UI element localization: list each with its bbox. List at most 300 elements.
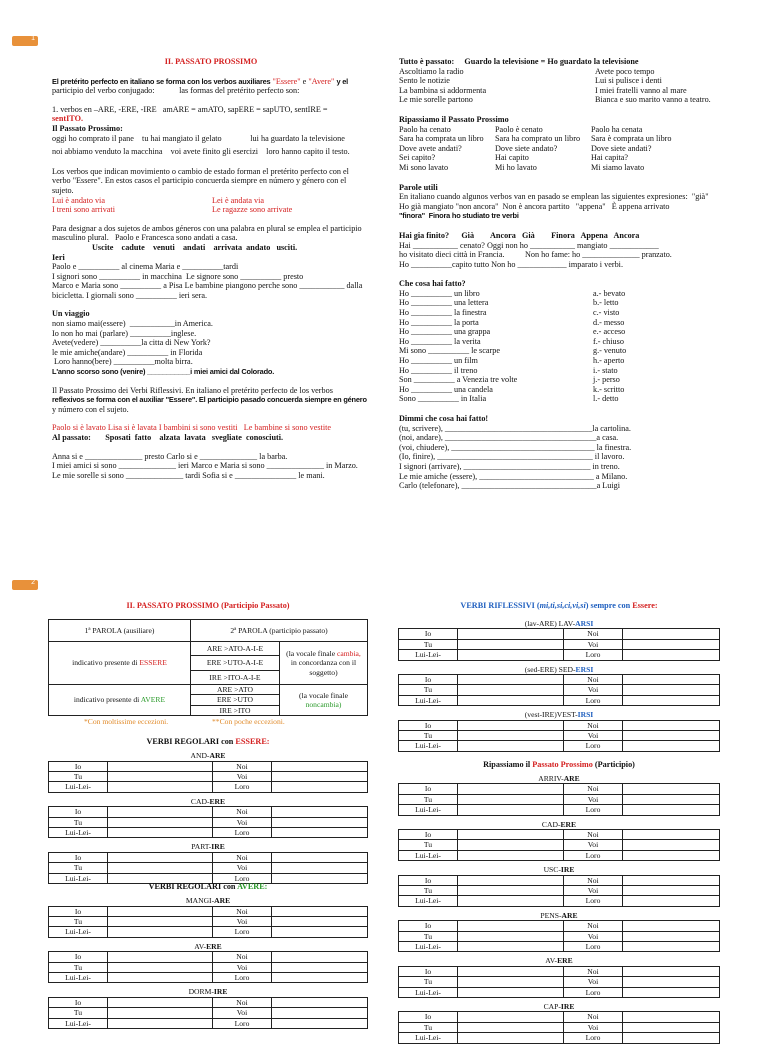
parole-heading: Parole utili <box>399 182 438 192</box>
match-option: k.- scritto <box>593 384 625 394</box>
match-sentence: Mi sono __________ le scarpe <box>399 346 500 356</box>
conjugation-block <box>48 942 368 984</box>
answer-cell[interactable] <box>623 977 720 987</box>
pronoun-singular: Tu <box>49 916 108 926</box>
verb-caption <box>399 1002 720 1012</box>
match-row <box>399 318 729 328</box>
answer-cell[interactable] <box>623 794 720 804</box>
verb-caption <box>399 665 720 675</box>
answer-cell[interactable] <box>623 840 720 850</box>
answer-cell[interactable] <box>272 997 368 1007</box>
verb-ending: IRE <box>213 987 228 997</box>
viaggio-line-5: Loro hanno(bere) __________molta birra. <box>52 357 193 367</box>
choice-row <box>399 153 729 163</box>
passato-prossimo-heading: Il Passato Prossimo: <box>52 123 123 133</box>
pronoun-singular: Io <box>399 720 458 730</box>
section-title: II. PASSATO PROSSIMO <box>164 57 258 66</box>
note-cambia-c: in concordanza con il soggetto) <box>290 658 357 677</box>
answer-cell[interactable] <box>108 807 213 817</box>
answer-cell[interactable] <box>623 987 720 997</box>
answer-cell[interactable] <box>623 896 720 906</box>
answer-cell[interactable] <box>108 863 213 873</box>
answer-cell[interactable] <box>458 875 564 885</box>
dimmi-line: I signori (arrivare), _______________________________ in treno. <box>399 461 620 471</box>
verb-caption <box>399 911 720 921</box>
left-column <box>52 57 370 480</box>
answer-cell[interactable] <box>458 1022 564 1032</box>
match-row <box>399 337 729 347</box>
pair-right: Avete poco tempo <box>595 66 655 76</box>
conjugation-block <box>398 710 720 752</box>
pronoun-singular: Tu <box>399 639 458 649</box>
answer-cell[interactable] <box>623 675 720 685</box>
answer-cell[interactable] <box>458 805 564 815</box>
table-row <box>399 695 720 705</box>
conjugation-block <box>48 751 368 793</box>
choice-option: Dove siete andati? <box>591 143 652 153</box>
intro-paragraph <box>52 77 370 87</box>
hai-finito-heading: Hai gia finito? Già Ancora Già Finora Appena Ancora <box>399 230 640 240</box>
answer-cell[interactable] <box>272 852 368 862</box>
answer-cell[interactable] <box>458 921 564 931</box>
table-row <box>49 952 368 962</box>
pronoun-singular: Io <box>49 997 108 1007</box>
answer-cell[interactable] <box>108 852 213 862</box>
verb-caption <box>399 820 720 830</box>
verb-ending: IRE <box>560 865 575 875</box>
answer-cell[interactable] <box>272 761 368 771</box>
answer-cell[interactable] <box>623 931 720 941</box>
verb-stem: CAP- <box>543 1002 561 1011</box>
regular-verbs-section <box>48 737 368 1029</box>
avere-aux-cell <box>49 685 191 716</box>
verb-ending: ARE <box>214 896 231 906</box>
answer-cell[interactable] <box>623 629 720 639</box>
answer-cell[interactable] <box>272 906 368 916</box>
answer-cell[interactable] <box>458 829 564 839</box>
answer-cell[interactable] <box>458 731 564 741</box>
note-noncambia <box>280 685 368 716</box>
table-row <box>49 906 368 916</box>
dimmi-rows <box>399 424 729 491</box>
pronoun-plural: Voi <box>564 977 623 987</box>
choice-row <box>399 134 729 144</box>
answer-cell[interactable] <box>623 685 720 695</box>
pronoun-plural: Noi <box>213 761 272 771</box>
verb-stem: ARRIV- <box>538 773 564 783</box>
pronoun-singular: Lui-Lei- <box>399 805 458 815</box>
answer-cell[interactable] <box>272 1018 368 1028</box>
conjugation-table <box>398 710 720 752</box>
ere-ending-avere: ERE >UTO <box>191 695 280 705</box>
answer-cell[interactable] <box>272 817 368 827</box>
riflessivi-examples: Paolo si è lavato Lisa si è lavata I bambini si sono vestiti Le bambine si sono vestite <box>52 423 332 433</box>
pronoun-singular: Lui-Lei- <box>399 987 458 997</box>
answer-cell[interactable] <box>458 896 564 906</box>
answer-cell[interactable] <box>458 639 564 649</box>
match-option: b.- letto <box>593 298 619 308</box>
table-row <box>49 807 368 817</box>
ieri-line-1: Paolo e __________ al cinema Maria e __________tardi <box>52 262 239 272</box>
answer-cell[interactable] <box>272 782 368 792</box>
table-row <box>399 829 720 839</box>
page-number-2: 2 <box>31 579 35 586</box>
pronoun-singular: Io <box>49 761 108 771</box>
pronoun-singular: Tu <box>399 840 458 850</box>
answer-cell[interactable] <box>458 720 564 730</box>
pronoun-singular: Tu <box>399 685 458 695</box>
answer-cell[interactable] <box>108 962 213 972</box>
pronoun-singular: Tu <box>49 863 108 873</box>
answer-cell[interactable] <box>272 962 368 972</box>
rule-one-end: sentITO. <box>52 114 84 124</box>
conjugation-block <box>398 865 720 907</box>
pronoun-plural: Loro <box>564 896 623 906</box>
answer-cell[interactable] <box>108 906 213 916</box>
pronoun-plural: Voi <box>213 1008 272 1018</box>
example-a2: I treni sono arrivati <box>52 205 115 215</box>
conjugation-block <box>398 820 720 862</box>
pronoun-plural: Loro <box>564 695 623 705</box>
verb-ending: ERE <box>209 796 226 806</box>
plural-text-2: masculino plural. Paolo e Francesca sono andati a casa. <box>52 233 238 243</box>
answer-cell[interactable] <box>623 639 720 649</box>
verb-stem: AND- <box>190 751 210 761</box>
answer-cell[interactable] <box>458 840 564 850</box>
p2-left-column <box>48 601 368 1029</box>
answer-cell[interactable] <box>623 1012 720 1022</box>
pronoun-plural: Noi <box>564 875 623 885</box>
pair-row <box>399 86 729 96</box>
pronoun-plural: Noi <box>213 997 272 1007</box>
answer-cell[interactable] <box>108 817 213 827</box>
answer-cell[interactable] <box>623 1033 720 1043</box>
answer-cell[interactable] <box>108 761 213 771</box>
note-cambia <box>280 642 368 685</box>
table-row <box>399 629 720 639</box>
choice-option: Hai capito <box>495 153 529 163</box>
pronoun-plural: Voi <box>564 1022 623 1032</box>
essere-row-label: indicativo presente di <box>72 658 138 668</box>
pronoun-plural: Voi <box>564 685 623 695</box>
pronoun-plural: Loro <box>213 1018 272 1028</box>
table-row <box>49 927 368 937</box>
match-option: f.- chiuso <box>593 336 624 346</box>
table-row <box>49 852 368 862</box>
essere-word: "Essere" <box>272 76 301 86</box>
answer-cell[interactable] <box>108 772 213 782</box>
viaggio-heading: Un viaggio <box>52 309 90 319</box>
pronoun-singular: Tu <box>399 931 458 941</box>
answer-cell[interactable] <box>108 952 213 962</box>
conjugation-table <box>398 665 720 707</box>
pronoun-singular: Io <box>49 952 108 962</box>
answer-cell[interactable] <box>272 772 368 782</box>
answer-cell[interactable] <box>458 675 564 685</box>
pronoun-plural: Noi <box>564 1012 623 1022</box>
choice-option: Dove siete andato? <box>495 143 558 153</box>
pronoun-plural: Voi <box>564 639 623 649</box>
answer-cell[interactable] <box>458 931 564 941</box>
conjugation-table <box>398 911 720 953</box>
answer-cell[interactable] <box>458 1012 564 1022</box>
verb-caption <box>399 956 720 966</box>
verb-ending: ARE <box>563 773 580 783</box>
table-row <box>399 805 720 815</box>
choice-option: Paolo ha cenata <box>591 124 643 134</box>
table-row <box>399 977 720 987</box>
pronoun-singular: Tu <box>49 962 108 972</box>
riflessivi-text-2: reflexivos se forma con el auxiliar "Essere". El participio pasado concuerda siempre en género <box>52 395 367 405</box>
answer-cell[interactable] <box>458 885 564 895</box>
conjunction: e <box>302 76 307 86</box>
example-a1: Lui è andato via <box>52 195 105 205</box>
pronoun-plural: Voi <box>564 794 623 804</box>
conjugation-table <box>48 987 368 1029</box>
answer-cell[interactable] <box>272 972 368 982</box>
riflessivi-pronouns: mi,ti,si,ci,vi,si <box>539 601 586 610</box>
choice-option: Sara ha comprato un libro <box>495 134 581 144</box>
ripassiamo-heading: Ripassiamo il Passato Prossimo <box>399 114 509 124</box>
match-row <box>399 356 729 366</box>
verb-caption <box>49 797 368 807</box>
pronoun-plural: Noi <box>213 906 272 916</box>
heading-text: VERBI REGOLARI con <box>146 737 236 747</box>
answer-cell[interactable] <box>458 794 564 804</box>
pronoun-singular: Io <box>399 629 458 639</box>
match-option: d.- messo <box>593 317 625 327</box>
answer-cell[interactable] <box>458 977 564 987</box>
conjugation-table <box>48 942 368 984</box>
parole-line-1: En italiano cuando algunos verbos van en pasado se emplean las siguientes expresiones: "già" <box>399 192 709 202</box>
tutto-heading: Tutto è passato: Guardo la televisione = Ho guardato la televisione <box>399 57 639 66</box>
conjugation-block <box>398 619 720 661</box>
pronoun-plural: Loro <box>213 828 272 838</box>
pair-left: Sento le notizie <box>399 76 450 86</box>
pair-right: I miei fratelli vanno al mare <box>595 85 687 95</box>
answer-cell[interactable] <box>272 807 368 817</box>
parole-line-3: "finora" Finora ho studiato tre verbi <box>399 211 519 221</box>
pronoun-singular: Tu <box>399 731 458 741</box>
table-row <box>399 1033 720 1043</box>
intro-c: participio del verbo conjugado: <box>52 86 155 96</box>
pronoun-singular: Tu <box>49 1008 108 1018</box>
pronoun-plural: Voi <box>213 863 272 873</box>
essere-word: ESSERE: <box>235 737 270 747</box>
pronoun-singular: Io <box>49 807 108 817</box>
verb-stem: CAD- <box>190 796 210 806</box>
page-marker-2 <box>12 580 38 590</box>
answer-cell[interactable] <box>458 1033 564 1043</box>
conjugation-table <box>48 751 368 793</box>
verb-ending: ARE <box>561 910 578 920</box>
right-column <box>399 57 729 491</box>
pair-left: Ascoltiamo la radio <box>399 66 464 76</box>
answer-cell[interactable] <box>272 1008 368 1018</box>
conjugation-table <box>48 797 368 839</box>
choice-option: Dove avete andati? <box>399 143 462 153</box>
answer-cell[interactable] <box>458 850 564 860</box>
answer-cell[interactable] <box>108 997 213 1007</box>
choice-option: Mi siamo lavato <box>591 162 645 172</box>
avere-label: AVERE <box>140 695 166 705</box>
answer-cell[interactable] <box>272 828 368 838</box>
verb-ending: ERE <box>557 956 573 966</box>
answer-cell[interactable] <box>458 629 564 639</box>
verb-stem: PENS- <box>540 910 562 920</box>
are-ending-essere: ARE >ATO-A-I-E <box>206 643 264 653</box>
note-cambia-b: cambia, <box>337 648 361 658</box>
conjugation-table <box>398 1002 720 1044</box>
verb-ending: IRE <box>211 842 225 852</box>
table-row <box>49 1008 368 1018</box>
answer-cell[interactable] <box>623 941 720 951</box>
pronoun-plural: Loro <box>564 1033 623 1043</box>
answer-cell[interactable] <box>458 966 564 976</box>
match-option: c.- visto <box>593 308 620 318</box>
answer-cell[interactable] <box>623 650 720 660</box>
answer-cell[interactable] <box>108 1008 213 1018</box>
answer-cell[interactable] <box>458 784 564 794</box>
pronoun-plural: Voi <box>213 772 272 782</box>
answer-cell[interactable] <box>623 875 720 885</box>
pronoun-singular: Io <box>399 675 458 685</box>
answer-cell[interactable] <box>108 782 213 792</box>
pronoun-singular: Lui-Lei- <box>399 695 458 705</box>
ieri-line-2: I signori sono __________ in macchina Le signore sono __________ presto <box>52 271 304 281</box>
table-row <box>49 916 368 926</box>
verb-infinitive: (lav-ARE) LAV- <box>524 619 576 628</box>
answer-cell[interactable] <box>108 927 213 937</box>
riflessivi-title-b: ) sempre con <box>585 601 631 610</box>
answer-cell[interactable] <box>623 720 720 730</box>
participio-word: (Participio) <box>594 759 635 769</box>
verb-infinitive: (sed-ERE) SED- <box>524 664 576 674</box>
answer-cell[interactable] <box>272 927 368 937</box>
verb-caption <box>49 751 368 761</box>
conjugation-block <box>48 842 368 884</box>
match-option: e.- acceso <box>593 327 626 337</box>
pronoun-singular: Lui-Lei- <box>49 927 108 937</box>
answer-cell[interactable] <box>272 916 368 926</box>
answer-cell[interactable] <box>108 916 213 926</box>
answer-cell[interactable] <box>458 695 564 705</box>
table-row <box>399 885 720 895</box>
essere-aux-cell <box>49 642 191 685</box>
table-row <box>49 772 368 782</box>
answer-cell[interactable] <box>623 850 720 860</box>
pronoun-singular: Lui-Lei- <box>49 828 108 838</box>
pronoun-plural: Noi <box>564 629 623 639</box>
riflessivi-title-a: VERBI RIFLESSIVI ( <box>460 601 540 610</box>
dimmi-line: (tu, scrivere), ____________________________________la cartolina. <box>399 423 631 433</box>
answer-cell[interactable] <box>458 685 564 695</box>
worksheet-page-2 <box>0 572 768 1043</box>
pronoun-plural: Loro <box>564 850 623 860</box>
answer-cell[interactable] <box>623 885 720 895</box>
al-passato-word-bank: Al passato: Sposati fatto alzata lavata svegliate conosciuti. <box>52 433 284 442</box>
answer-cell[interactable] <box>623 829 720 839</box>
pronoun-plural: Loro <box>213 972 272 982</box>
choice-option: Hai capita? <box>591 153 629 163</box>
movement-text-2: verbo "Essere". En estos casos el participio concuerda siempre en número y género con el <box>52 176 347 186</box>
pronoun-plural: Loro <box>213 927 272 937</box>
pronoun-plural: Voi <box>564 885 623 895</box>
table-row <box>399 685 720 695</box>
answer-cell[interactable] <box>272 952 368 962</box>
tutto-pairs <box>399 67 729 105</box>
match-option: j.- perso <box>593 375 620 385</box>
match-option: l.- detto <box>593 394 619 404</box>
table-row <box>49 1018 368 1028</box>
table-row <box>49 817 368 827</box>
answer-cell[interactable] <box>272 863 368 873</box>
pronoun-singular: Lui-Lei- <box>49 873 108 883</box>
table-row <box>399 675 720 685</box>
riflessivi-text-1: Il Passato Prossimo dei Verbi Riflessivi. En italiano el pretérito perfecto de los verbos <box>52 385 333 395</box>
match-sentence: Ho __________ un film <box>399 356 478 366</box>
answer-cell[interactable] <box>458 650 564 660</box>
viaggio-line-4: le mie amiche(andare) __________ in Florida <box>52 347 203 357</box>
answer-cell[interactable] <box>458 741 564 751</box>
pronoun-singular: Io <box>399 921 458 931</box>
answer-cell[interactable] <box>623 966 720 976</box>
match-option: i.- stato <box>593 365 618 375</box>
answer-cell[interactable] <box>108 828 213 838</box>
pair-row <box>399 67 729 77</box>
match-row <box>399 366 729 376</box>
match-sentence: Ho __________ il treno <box>399 365 478 375</box>
answer-cell[interactable] <box>458 941 564 951</box>
table-row <box>399 720 720 730</box>
answer-cell[interactable] <box>108 972 213 982</box>
answer-cell[interactable] <box>623 805 720 815</box>
rule-one: 1. verbos en –ARE, -ERE, -IRE amARE = amATO, sapERE = sapUTO, sentIRE = <box>52 104 328 114</box>
parole-line-2: Ho già mangiato "non ancora" Non è ancora partito "appena" È appena arrivato <box>399 201 670 211</box>
choice-option: Mi ho lavato <box>495 162 537 172</box>
page-number: 1 <box>31 35 35 42</box>
p2-right-column <box>398 601 720 1044</box>
pronoun-singular: Lui-Lei- <box>49 782 108 792</box>
reflexive-verbs-section <box>398 619 720 1044</box>
answer-cell[interactable] <box>623 784 720 794</box>
answer-cell[interactable] <box>108 1018 213 1028</box>
verb-stem: DORM- <box>188 987 214 997</box>
verb-caption <box>399 774 720 784</box>
table-row <box>399 1022 720 1032</box>
dimmi-line: (noi, andare), _____________________________________a casa. <box>399 433 619 443</box>
verb-stem: CAD- <box>541 819 561 829</box>
answer-cell[interactable] <box>623 731 720 741</box>
answer-cell[interactable] <box>623 695 720 705</box>
avere-word: "Avere" <box>308 76 335 86</box>
verb-stem: AV- <box>545 956 558 966</box>
answer-cell[interactable] <box>623 1022 720 1032</box>
answer-cell[interactable] <box>623 921 720 931</box>
note-noncambia-b: noncambia) <box>305 700 342 710</box>
example-line-1: oggi ho comprato il pane tu hai mangiato il gelato lui ha guardato la televisione <box>52 133 345 143</box>
pronoun-singular: Tu <box>399 977 458 987</box>
page-marker <box>12 36 38 46</box>
pronoun-plural: Voi <box>564 931 623 941</box>
answer-cell[interactable] <box>458 987 564 997</box>
verb-stem: USC- <box>543 865 561 875</box>
verb-caption <box>49 842 368 852</box>
match-row <box>399 298 729 308</box>
conjugation-table <box>398 619 720 661</box>
verb-stem: MANGI- <box>185 896 215 906</box>
answer-cell[interactable] <box>623 741 720 751</box>
